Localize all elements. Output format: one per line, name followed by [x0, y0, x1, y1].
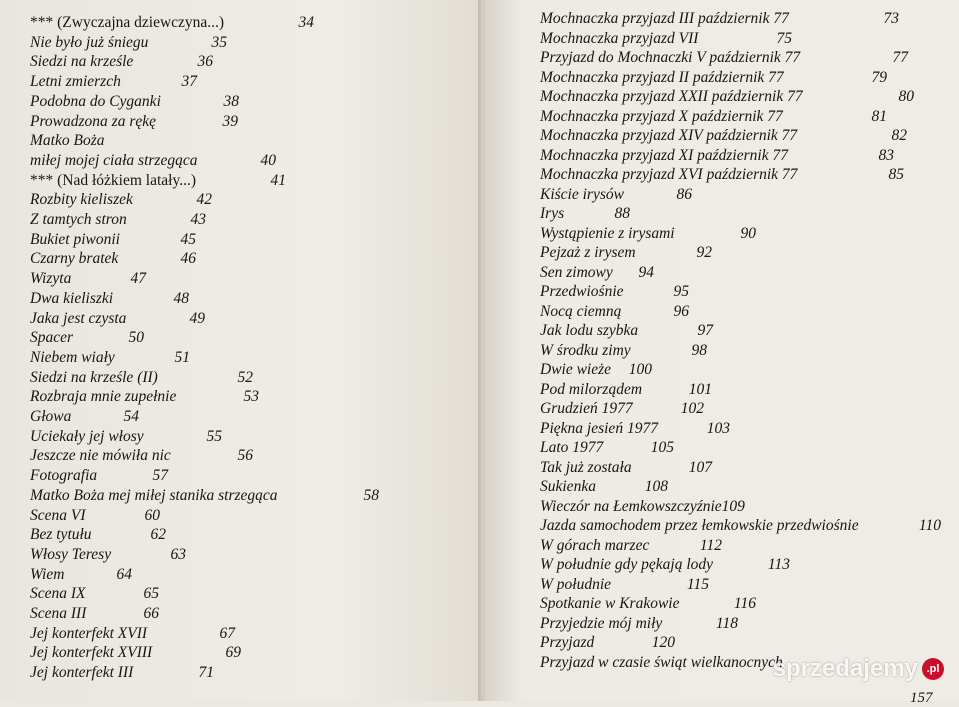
- entry-page-number: 115: [686, 575, 709, 593]
- entry-page-number: 101: [688, 380, 712, 398]
- toc-entry: [540, 322, 713, 340]
- toc-entry: [540, 186, 692, 204]
- entry-page-number: 110: [918, 517, 941, 534]
- entry-page-number: 108: [644, 478, 668, 495]
- entry-title: Scena III: [30, 605, 87, 622]
- entry-page-number: 38: [223, 92, 239, 110]
- entry-title: Mochnaczka przyjazd X październik 77: [540, 107, 783, 125]
- toc-entry: [30, 428, 222, 446]
- toc-entry: [30, 14, 314, 32]
- entry-title: Uciekały jej włosy: [30, 427, 144, 445]
- entry-page-number: 55: [206, 427, 222, 445]
- entry-title: Jaka jest czysta: [30, 309, 127, 327]
- toc-entry: [540, 634, 675, 652]
- entry-page-number: 120: [651, 634, 675, 651]
- toc-entry: [540, 400, 704, 418]
- toc-entry: [30, 231, 196, 249]
- entry-title: Dwie wieże: [540, 361, 612, 378]
- entry-page-number: 35: [211, 33, 227, 51]
- entry-page-number: 41: [270, 171, 286, 189]
- entry-page-number: 40: [260, 151, 276, 169]
- entry-title: Matko Boża mej miłej stanika strzegąca: [30, 486, 278, 504]
- entry-page-number: 103: [706, 419, 730, 437]
- toc-entry: [30, 447, 253, 465]
- toc-entry: [30, 329, 144, 347]
- entry-page-number: 95: [673, 283, 689, 300]
- entry-page-number: 50: [128, 329, 144, 347]
- entry-page-number: 51: [174, 348, 190, 366]
- toc-entry: [540, 108, 887, 126]
- entry-page-number: 43: [190, 211, 206, 228]
- toc-entry: [540, 88, 914, 106]
- entry-page-number: 109: [721, 497, 745, 515]
- entry-page-number: 71: [198, 664, 214, 682]
- entry-page-number: 42: [196, 191, 212, 209]
- entry-title: Wystąpienie z irysami: [540, 224, 675, 242]
- toc-entry: [540, 615, 738, 633]
- entry-title: Jak lodu szybka: [540, 322, 639, 339]
- toc-entry: [540, 556, 790, 574]
- entry-page-number: 66: [143, 605, 159, 622]
- toc-entry: [30, 388, 259, 406]
- entry-title: Prowadzona za rękę: [30, 112, 156, 130]
- entry-page-number: 118: [715, 614, 738, 632]
- entry-title: Dwa kieliszki: [30, 289, 114, 307]
- entry-page-number: 58: [363, 486, 379, 504]
- toc-entry: [30, 290, 189, 308]
- toc-entry: [540, 517, 941, 535]
- entry-page-number: 48: [173, 289, 189, 307]
- entry-title: Matko Boża: [30, 132, 105, 150]
- entry-title: Przyjazd do Mochnaczki V październik 77: [540, 49, 801, 66]
- entry-title: Pejzaż z irysem: [540, 244, 636, 261]
- toc-entry: [540, 49, 908, 67]
- toc-entry: [540, 303, 689, 321]
- entry-title: Jazda samochodem przez łemkowskie przedwiośnie: [540, 517, 859, 534]
- entry-page-number: 81: [871, 107, 887, 125]
- entry-title: Bez tytułu: [30, 526, 92, 544]
- entry-title: Lato 1977: [540, 439, 604, 456]
- entry-title: Wiem: [30, 565, 65, 583]
- entry-page-number: 57: [152, 467, 168, 485]
- entry-page-number: 107: [688, 458, 712, 476]
- toc-entry: [540, 420, 730, 438]
- entry-title: Przyjazd: [540, 634, 595, 651]
- entry-page-number: 60: [144, 506, 160, 524]
- toc-entry: [30, 93, 239, 111]
- toc-entry: [30, 566, 132, 584]
- entry-page-number: 86: [676, 185, 692, 203]
- entry-title: Rozbity kieliszek: [30, 191, 133, 209]
- entry-title: Tak już została: [540, 458, 632, 476]
- entry-page-number: 82: [891, 127, 907, 144]
- entry-title: Z tamtych stron: [30, 211, 127, 228]
- entry-title: Pod milorządem: [540, 380, 643, 398]
- toc-entry: [30, 349, 190, 367]
- toc-entry: [30, 270, 146, 288]
- toc-entry: [30, 625, 235, 643]
- toc-entry: [540, 595, 756, 613]
- entry-page-number: 102: [680, 400, 704, 417]
- toc-entry: [540, 69, 887, 87]
- entry-page-number: 83: [878, 146, 894, 164]
- entry-page-number: 85: [888, 166, 904, 183]
- entry-title: Wieczór na Łemkowszczyźnie: [540, 497, 722, 515]
- entry-title: Mochnaczka przyjazd VII: [540, 29, 699, 47]
- entry-title: Jeszcze nie mówiła nic: [30, 447, 171, 465]
- entry-page-number: 79: [871, 68, 887, 86]
- sprzedajemy-watermark: [762, 650, 944, 688]
- entry-page-number: 80: [898, 88, 914, 105]
- toc-entry: [540, 576, 709, 594]
- toc-entry: [30, 211, 206, 229]
- entry-title: Mochnaczka przyjazd III październik 77: [540, 10, 789, 27]
- toc-entry: [540, 361, 652, 379]
- entry-page-number: 67: [219, 624, 235, 642]
- entry-title: Siedzi na krześle (II): [30, 368, 158, 386]
- entry-title: Mochnaczka przyjazd XVI październik 77: [540, 166, 798, 183]
- entry-title: Mochnaczka przyjazd XIV październik 77: [540, 127, 798, 144]
- entry-page-number: 88: [614, 205, 630, 222]
- entry-page-number: 49: [189, 309, 205, 327]
- entry-title: Mochnaczka przyjazd XXII październik 77: [540, 88, 803, 105]
- toc-entry: [30, 546, 186, 564]
- toc-entry: [30, 585, 159, 603]
- toc-entry: [540, 127, 907, 145]
- entry-title: Rozbraja mnie zupełnie: [30, 388, 177, 406]
- entry-title: Irys: [540, 205, 565, 222]
- entry-title: Bukiet piwonii: [30, 230, 120, 248]
- entry-page-number: 90: [740, 224, 756, 242]
- toc-entry: [30, 73, 197, 91]
- entry-title: Głowa: [30, 408, 72, 425]
- toc-entry: [30, 408, 139, 426]
- entry-page-number: 39: [222, 112, 238, 130]
- entry-title: Przyjazd w czasie świąt wielkanocnych: [540, 653, 783, 671]
- entry-title: miłej mojej ciała strzegąca: [30, 151, 198, 169]
- entry-page-number: 63: [170, 545, 186, 563]
- toc-entry: [30, 644, 241, 662]
- entry-title: Kiście irysów: [540, 185, 624, 203]
- toc-entry: [30, 172, 286, 190]
- entry-page-number: 36: [197, 53, 213, 71]
- toc-entry: [540, 244, 712, 262]
- page-number: 157: [910, 690, 933, 706]
- toc-entry: [540, 439, 674, 457]
- toc-entry: [30, 53, 213, 71]
- book-gutter: [478, 0, 485, 701]
- entry-page-number: 116: [733, 595, 756, 612]
- entry-page-number: 69: [225, 644, 241, 662]
- toc-entry: [30, 507, 160, 525]
- entry-page-number: 92: [696, 244, 712, 261]
- toc-entry: [540, 342, 707, 360]
- entry-page-number: 65: [143, 585, 159, 603]
- left-page: ·: [0, 0, 478, 701]
- entry-page-number: 53: [243, 388, 259, 406]
- toc-entry: [30, 152, 276, 170]
- toc-entry: [30, 605, 159, 623]
- entry-page-number: 62: [150, 526, 166, 544]
- entry-page-number: 73: [883, 10, 899, 27]
- toc-entry: [540, 166, 904, 184]
- toc-entry: [540, 30, 792, 48]
- toc-entry: [540, 283, 689, 301]
- toc-entry: [30, 113, 238, 131]
- entry-page-number: 98: [691, 341, 707, 359]
- toc-entry: [30, 664, 214, 682]
- entry-title: Sen zimowy: [540, 263, 613, 281]
- entry-title: Grudzień 1977: [540, 400, 633, 417]
- entry-page-number: 37: [181, 73, 197, 91]
- entry-title: Podobna do Cyganki: [30, 92, 161, 110]
- entry-title: Letni zmierzch: [30, 73, 121, 91]
- entry-page-number: 54: [123, 408, 139, 425]
- toc-entry: [540, 478, 668, 496]
- entry-page-number: 45: [180, 230, 196, 248]
- entry-page-number: 77: [892, 49, 908, 66]
- entry-page-number: 97: [697, 322, 713, 339]
- toc-entry: [540, 537, 722, 555]
- entry-title: Mochnaczka przyjazd II październik 77: [540, 68, 784, 86]
- entry-title: Fotografia: [30, 467, 98, 485]
- toc-entry: [540, 10, 899, 28]
- watermark-badge: .pl: [922, 658, 944, 680]
- toc-entry: [30, 250, 196, 268]
- entry-title: Włosy Teresy: [30, 545, 112, 563]
- entry-page-number: 34: [298, 14, 314, 31]
- entry-title: Sukienka: [540, 478, 596, 495]
- entry-page-number: 94: [638, 263, 654, 281]
- toc-entry: [30, 526, 166, 544]
- entry-title: Nocą ciemną: [540, 302, 622, 320]
- entry-title: Przyjedzie mój miły: [540, 614, 663, 632]
- entry-title: Jej konterfekt XVII: [30, 624, 148, 642]
- toc-entry: [30, 132, 470, 150]
- toc-entry: [540, 264, 654, 282]
- entry-page-number: 47: [130, 270, 146, 288]
- entry-title: *** (Nad łóżkiem latały...): [30, 171, 196, 189]
- entry-title: Spotkanie w Krakowie: [540, 595, 680, 612]
- entry-title: Siedzi na krześle: [30, 53, 134, 71]
- toc-entry: [30, 310, 205, 328]
- entry-page-number: 52: [237, 368, 253, 386]
- toc-entry: [540, 497, 745, 516]
- entry-title: W środku zimy: [540, 341, 631, 359]
- toc-entry: [540, 205, 630, 223]
- entry-title: Czarny bratek: [30, 250, 119, 268]
- toc-entry: [30, 369, 253, 387]
- toc-entry: [540, 381, 712, 399]
- toc-entry: [30, 191, 212, 209]
- entry-title: Nie było już śniegu: [30, 33, 149, 51]
- toc-entry: [30, 34, 227, 52]
- entry-page-number: 105: [650, 439, 674, 456]
- entry-title: Jej konterfekt XVIII: [30, 644, 153, 662]
- entry-title: Przedwiośnie: [540, 283, 624, 300]
- toc-entry: [540, 459, 712, 477]
- entry-page-number: 46: [180, 250, 196, 268]
- entry-page-number: 113: [767, 556, 790, 573]
- toc-entry: [540, 147, 894, 165]
- entry-page-number: 100: [628, 361, 652, 378]
- entry-page-number: 96: [673, 302, 689, 320]
- entry-title: Jej konterfekt III: [30, 664, 134, 682]
- toc-entry: [30, 487, 379, 505]
- entry-page-number: 112: [699, 536, 722, 554]
- entry-title: W górach marzec: [540, 536, 650, 554]
- watermark-text: sprzedajemy: [772, 655, 918, 682]
- entry-title: Scena VI: [30, 506, 86, 524]
- entry-title: Scena IX: [30, 585, 86, 603]
- entry-title: Mochnaczka przyjazd XI październik 77: [540, 146, 788, 164]
- entry-page-number: 75: [776, 29, 792, 47]
- entry-title: Niebem wiały: [30, 348, 115, 366]
- entry-page-number: 64: [116, 565, 132, 583]
- entry-title: Wizyta: [30, 270, 72, 288]
- toc-entry: [30, 467, 168, 485]
- entry-title: *** (Zwyczajna dziewczyna...): [30, 14, 225, 31]
- entry-title: Spacer: [30, 329, 74, 347]
- toc-entry: [540, 225, 756, 243]
- entry-title: Piękna jesień 1977: [540, 419, 658, 437]
- entry-title: W południe gdy pękają lody: [540, 556, 714, 573]
- entry-title: W południe: [540, 575, 612, 593]
- entry-page-number: 56: [237, 447, 253, 465]
